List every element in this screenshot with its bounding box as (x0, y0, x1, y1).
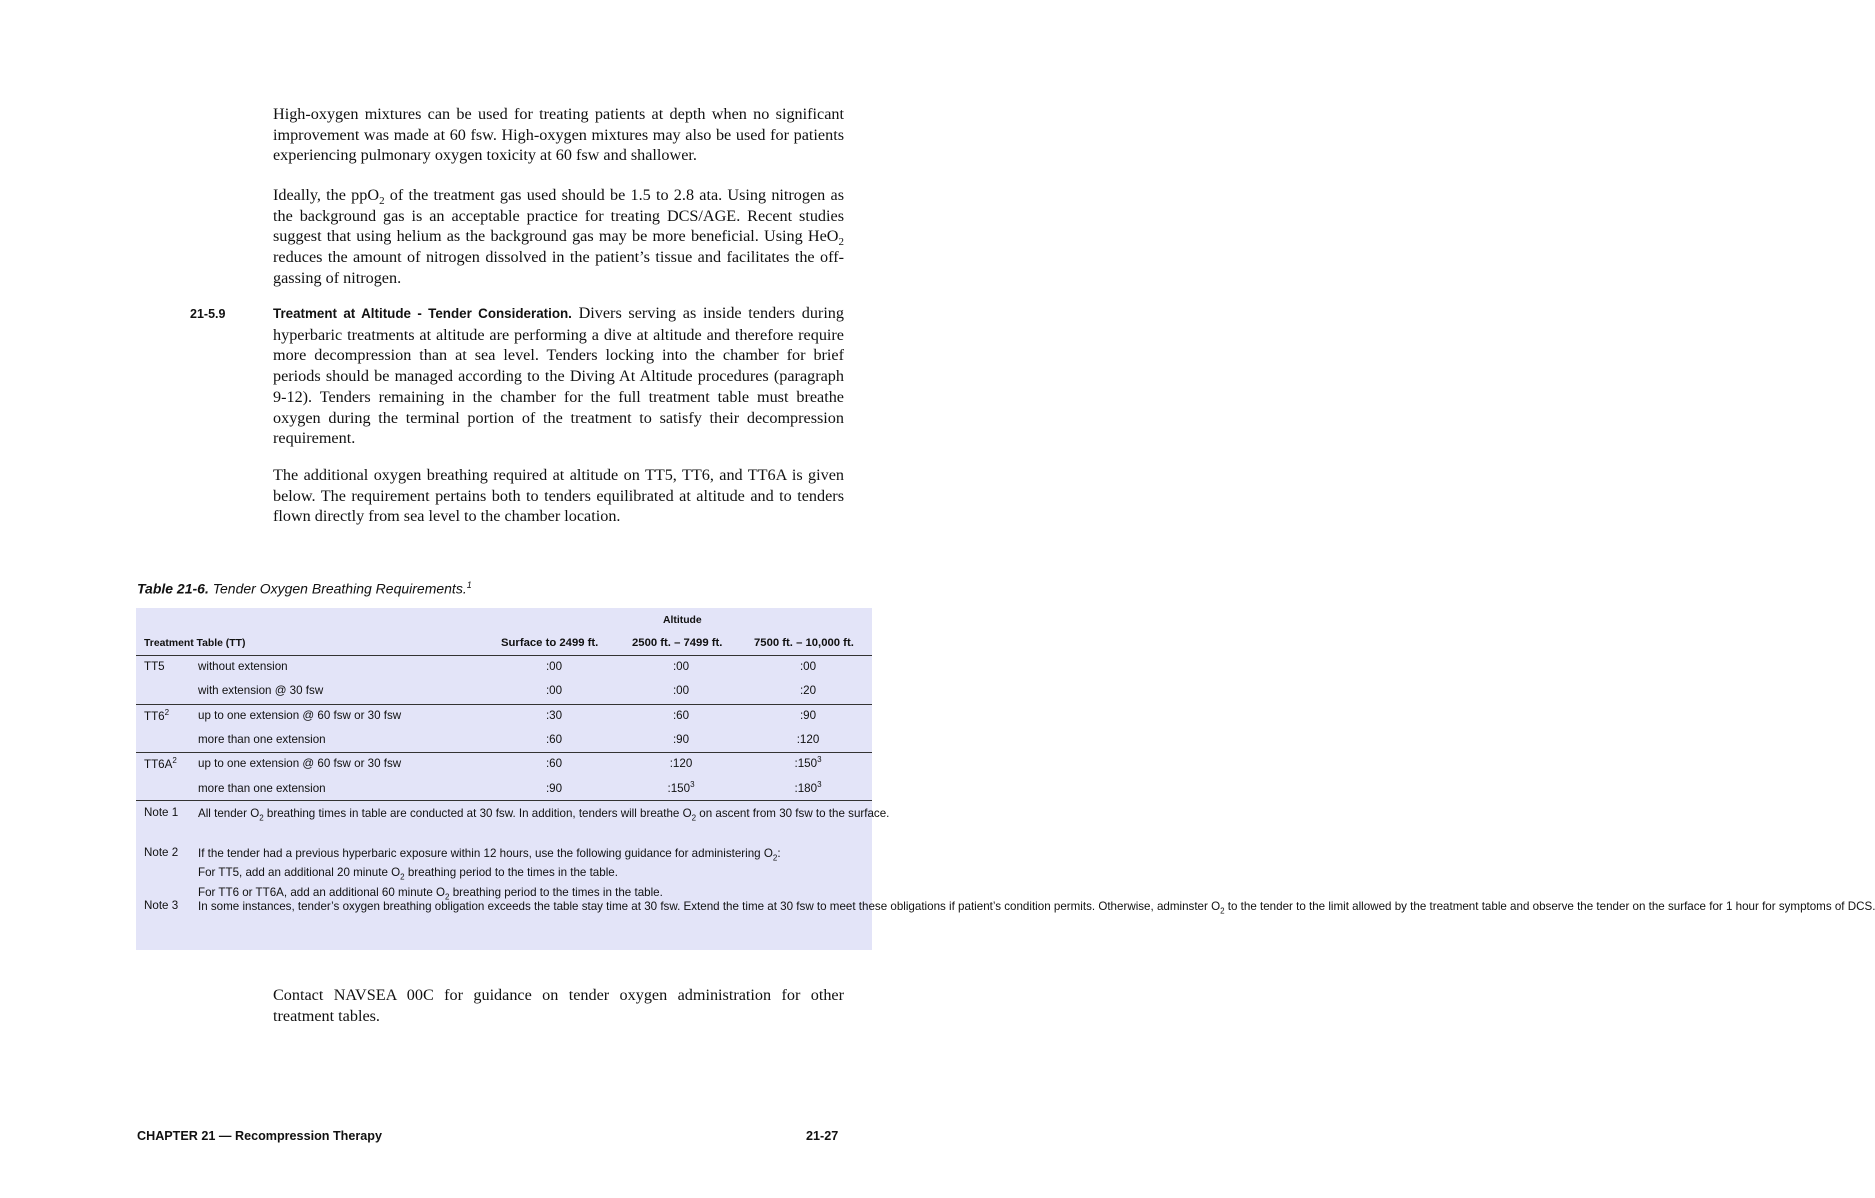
tt-label: TT6A (144, 757, 173, 771)
row-desc: with extension @ 30 fsw (198, 684, 324, 697)
row-tt (144, 756, 177, 771)
cell-surface: :30 (545, 709, 563, 722)
text-run: of the treatment gas used should be 1.5 to 2.8 ata. Using nitrogen as the background gas is an acceptable practice for treating DCS/AGE. Recent studies suggest that using helium as the background gas may be more beneficial. Using HeO (273, 186, 844, 246)
footnote-marker: 3 (690, 780, 695, 789)
divider (136, 655, 872, 656)
text-run: All tender O (198, 807, 260, 820)
text-run: reduces the amount of nitrogen dissolved in the patient’s tissue and facilitates the off-gassing of nitrogen. (273, 248, 844, 287)
footnote-marker: 2 (172, 756, 177, 765)
subscript: 2 (445, 891, 450, 901)
text-run: For TT6 or TT6A, add an additional 60 minute O (198, 885, 446, 899)
subscript: 2 (1220, 906, 1225, 916)
subscript: 2 (379, 195, 385, 208)
text-run: In some instances, tender’s oxygen breathing obligation exceeds the table stay time at 30 fsw. Extend the time at 30 fsw to meet these obligations if patient’s condition permits. Otherwise, adminster O (198, 900, 1221, 913)
section-heading: Treatment at Altitude - Tender Consideration. (273, 306, 572, 321)
note-3-text (198, 899, 1875, 918)
row-desc: without extension (198, 660, 288, 673)
cell-surface: :90 (545, 782, 563, 795)
note-2-line (198, 846, 862, 865)
cell-value: :150 (794, 756, 818, 770)
divider (136, 752, 872, 753)
subscript: 2 (691, 813, 697, 823)
header-col-surface: Surface to 2499 ft. (501, 637, 599, 649)
cell-surface: :00 (545, 684, 563, 697)
note-label: Note 1 (144, 806, 179, 819)
row-tt (144, 660, 165, 673)
section-body: Divers serving as inside tenders during hyperbaric treatments at altitude are performing a dive at altitude and therefore require more decompression than at sea level. Tenders locking into the chamber for brief periods should be managed according to the Diving At Altitude procedures (paragraph 9-12). Tenders remaining in the chamber for the full treatment table must breathe oxygen during the terminal portion of the treatment to satisfy their decompression requirement. (273, 304, 844, 448)
cell-2500 (626, 780, 736, 795)
cell-value: :180 (794, 781, 818, 795)
paragraph-high-oxygen: High-oxygen mixtures can be used for treating patients at depth when no significant improvement was made at 60 fsw. High-oxygen mixtures may also be used for patients experiencing pulmonary oxygen toxicity at 60 fsw and shallower. (273, 105, 844, 165)
subscript: 2 (772, 853, 778, 863)
footer-page-number: 21-27 (806, 1129, 839, 1143)
footnote-marker: 3 (817, 780, 822, 789)
paragraph-contact-navsea: Contact NAVSEA 00C for guidance on tender oxygen administration for other treatment tables. (273, 986, 844, 1025)
cell-value: :150 (667, 781, 691, 795)
text-run: breathing times in table are conducted at 30 fsw. In addition, tenders will breathe O (263, 807, 692, 820)
table-caption-text: Tender Oxygen Breathing Requirements. (208, 580, 467, 597)
cell-7500 (753, 780, 863, 795)
cell-surface: :60 (545, 757, 563, 770)
cell-surface: :00 (545, 660, 563, 673)
row-desc: up to one extension @ 60 fsw or 30 fsw (198, 709, 402, 722)
paragraph-ppo2 (273, 185, 844, 289)
header-col-7500: 7500 ft. – 10,000 ft. (754, 637, 854, 649)
note-1-text (198, 806, 890, 825)
text-run: Ideally, the ppO (273, 186, 380, 204)
tt-label: TT5 (144, 660, 165, 673)
paragraph-additional-oxygen: The additional oxygen breathing required at altitude on TT5, TT6, and TT6A is given below. The requirement pertains both to tenders equilibrated at altitude and to tenders flown directly from sea level to the chamber location. (273, 466, 844, 526)
tender-oxygen-table (136, 608, 1875, 950)
footer-chapter: CHAPTER 21 — Recompression Therapy (137, 1129, 382, 1143)
header-treatment-table: Treatment Table (TT) (144, 638, 246, 649)
footnote-marker: 3 (817, 755, 822, 764)
divider (136, 704, 872, 705)
cell-7500: :20 (799, 684, 817, 697)
note-2-line (198, 865, 862, 884)
text-run: breathing period to the times in the table. (449, 885, 663, 899)
tt-label: TT6 (144, 709, 165, 723)
text-run: breathing period to the times in the table. (404, 866, 618, 880)
subscript: 2 (400, 872, 405, 882)
section-number: 21-5.9 (190, 307, 226, 321)
table-caption-label: Table 21-6. (137, 580, 209, 597)
text-run: If the tender had a previous hyperbaric exposure within 12 hours, use the following guidance for administering O (198, 847, 773, 860)
paragraph-section-altitude (273, 303, 844, 449)
row-desc: up to one extension @ 60 fsw or 30 fsw (198, 757, 402, 770)
cell-7500: :120 (796, 733, 820, 746)
cell-7500: :90 (799, 709, 817, 722)
footnote-marker: 1 (466, 580, 472, 590)
table-caption (137, 580, 472, 597)
text-run: For TT5, add an additional 20 minute O (198, 866, 401, 880)
cell-7500 (753, 755, 863, 770)
header-altitude: Altitude (663, 615, 702, 626)
cell-surface: :60 (545, 733, 563, 746)
text-run: on ascent from 30 fsw to the surface. (696, 807, 890, 820)
subscript: 2 (838, 236, 844, 249)
row-tt (144, 708, 169, 723)
cell-2500: :60 (672, 709, 690, 722)
cell-7500: :00 (799, 660, 817, 673)
subscript: 2 (259, 813, 264, 823)
cell-2500: :90 (672, 733, 690, 746)
divider (136, 800, 872, 801)
note-label: Note 2 (144, 846, 179, 859)
header-col-2500: 2500 ft. – 7499 ft. (632, 637, 723, 649)
text-run: : (777, 847, 781, 860)
row-desc: more than one extension (198, 782, 326, 795)
row-desc: more than one extension (198, 733, 326, 746)
cell-2500: :120 (669, 757, 693, 770)
note-2-text (198, 846, 862, 904)
cell-2500: :00 (672, 684, 690, 697)
footnote-marker: 2 (164, 708, 170, 717)
note-label: Note 3 (144, 899, 179, 912)
cell-2500: :00 (672, 660, 690, 673)
text-run: to the tender to the limit allowed by the treatment table and observe the tender on the surface for 1 hour for symptoms of DCS. (1224, 900, 1875, 913)
